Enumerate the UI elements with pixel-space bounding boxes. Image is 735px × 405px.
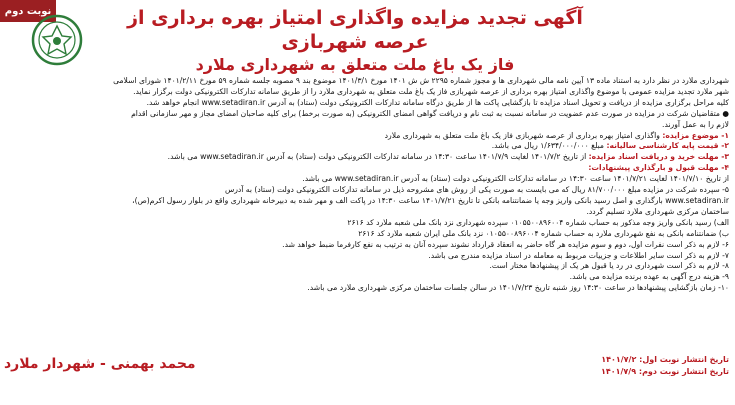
item-document-deadline [6, 152, 729, 163]
second-publication-date: تاریخ انتشار نوبت دوم: ۱۴۰۱/۷/۹ [600, 367, 729, 376]
body-line-10: ۹- هزینه درج آگهی به عهده برنده مزایده می باشد. [569, 272, 729, 282]
body-line-3: www.setadiran.ir بارگذاری و اصل رسید بانکی واریز وجه یا ضمانتنامه بانکی تا تاریخ ۱۴۰۱/۷/۲۱ ساعت ۱۴:۳۰ در پاکت الف و مهر شده به دبیرخانه شهرداری واقع در بلوار رسول اکرم(ص)، [132, 195, 729, 205]
body-line-6: ب) ضمانتنامه بانکی به نفع شهرداری ملارد به حساب شماره ۰۱۰۵۵۰۰۸۹۶۰۰۴ نزد بانک ملی ایران شعبه ملارد کد ۲۶۱۶ [358, 228, 729, 238]
mayor-signature: محمد بهمنی - شهردار ملارد [4, 356, 196, 372]
intro-paragraph-2: شهر ملارد تجدید مزایده عمومی با موضوع واگذاری امتیاز بهره برداری از عرصه شهربازی فاز یک باغ ملت متعلق به شهرداری ملارد را از طریق سامانه تدارکات الکترونیکی دولت برگزار نماید. [133, 86, 729, 96]
item-base-price [6, 141, 729, 152]
malard-municipality-logo-icon [31, 14, 83, 66]
body-line-5: الف) رسید بانکی واریز وجه مذکور به حساب شماره ۰۱۰۵۵۰۰۸۹۶۰۰۴ سپرده شهرداری نزد بانک ملی شعبه ملارد کد ۲۶۱۶ [347, 217, 729, 227]
body-line-4: ساختمان مرکزی شهرداری ملارد تسلیم گردد. [586, 206, 729, 216]
first-publication-date: تاریخ انتشار نوبت اول: ۱۴۰۱/۷/۲ [601, 355, 729, 364]
intro-paragraph-1: شهرداری ملارد در نظر دارد به استناد ماده ۱۳ آیین نامه مالی شهرداری ها و مجوز شماره ۲۲۹۵ ش ش ۱۴۰۱ مورخ ۱۴۰۱/۳/۱ موضوع بند ۹ مصوبه جلسه شماره ۵۹ مورخ ۱۴۰۱/۲/۱۱ شورای اسلامی [113, 76, 729, 85]
title-line-1: آگهی تجدید مزایده واگذاری امتیاز بهره برداری از عرصه شهربازی [127, 7, 583, 53]
title-line-2: فاز یک باغ ملت متعلق به شهرداری ملارد [195, 55, 515, 74]
item-subject-label: ۱- موضوع مزایده: [662, 130, 729, 140]
item-document-deadline-text: از تاریخ ۱۴۰۱/۷/۲ لغایت ۱۴۰۱/۷/۹ ساعت ۱۴:۳۰ در سامانه تدارکات الکترونیکی دولت (ستاد) به آدرس www.setadiran.ir می باشد. [167, 152, 587, 162]
body-line-11: ۱۰- زمان بازگشایی پیشنهادها در ساعت ۱۴:۳۰ روز شنبه تاریخ ۱۴۰۱/۷/۲۳ در سالن جلسات ساختمان مرکزی شهرداری ملارد می باشد. [307, 283, 729, 293]
body-line-9: ۸- لازم به ذکر است شهرداری در رد یا قبول هر یک از پیشنهادها مختار است. [489, 261, 729, 271]
body-line-1: از تاریخ ۱۴۰۱/۷/۱۰ لغایت ۱۴۰۱/۷/۲۱ ساعت ۱۴:۳۰ در سامانه تدارکات الکترونیکی دولت (ستاد) به آدرس www.setadiran.ir می باشد. [302, 174, 729, 184]
publication-dates [601, 354, 729, 378]
announcement-title [120, 6, 590, 76]
item-subject [6, 131, 729, 142]
body-line-7: ۶- لازم به ذکر است نفرات اول، دوم و سوم مزایده هر گاه حاضر به انعقاد قرارداد نشوند سپرده آنان به ترتیب به نفع کارفرما ضبط خواهد شد. [282, 239, 729, 249]
announcement-body [6, 76, 729, 294]
intro-paragraph-4: ● متقاضیان شرکت در مزایده در صورت عدم عضویت در سامانه نسبت به ثبت نام و دریافت گواهی امضای الکترونیکی (به صورت برخط) برای کلیه صاحبان امضای مجاز و مهر سازمانی اقدام [131, 108, 729, 118]
body-line-2: ۵- سپرده شرکت در مزایده مبلغ ۸۱/۷۰۰/۰۰۰ ریال که می بایست به صورت یکی از روش های مشروحه ذیل در سامانه تدارکات الکترونیکی دولت (ستاد) به آدرس [224, 185, 729, 195]
item-document-deadline-label: ۳- مهلت خرید و دریافت اسناد مزایده: [588, 152, 729, 162]
item-submission-deadline-label: ۴- مهلت قبول و بارگذاری پیشنهادات: [588, 163, 729, 173]
intro-paragraph-3: کلیه مراحل برگزاری مزایده از دریافت و تحویل اسناد مزایده تا بازگشایی پاکت ها از طریق درگاه سامانه تدارکات الکترونیکی دولت (ستاد) به آدرس www.setadiran.ir انجام خواهد شد. [146, 97, 729, 107]
publication-round-tag: نوبت دوم [0, 0, 56, 22]
item-base-price-label: ۲- قیمت پایه کارشناسی سالیانه: [606, 141, 729, 151]
item-subject-text: واگذاری امتیاز بهره برداری از عرصه شهربازی فاز یک باغ ملت متعلق به شهرداری ملارد [384, 130, 660, 140]
intro-paragraph-5: لازم را به عمل آورند. [662, 119, 729, 129]
item-submission-deadline [6, 163, 729, 174]
body-line-8: ۷- لازم به ذکر است سایر اطلاعات و جزییات مربوط به معامله در اسناد مزایده مندرج می باشد. [428, 250, 729, 260]
item-base-price-text: مبلغ ۱/۶۳۴/۰۰۰/۰۰۰ ریال می باشد. [491, 141, 605, 151]
